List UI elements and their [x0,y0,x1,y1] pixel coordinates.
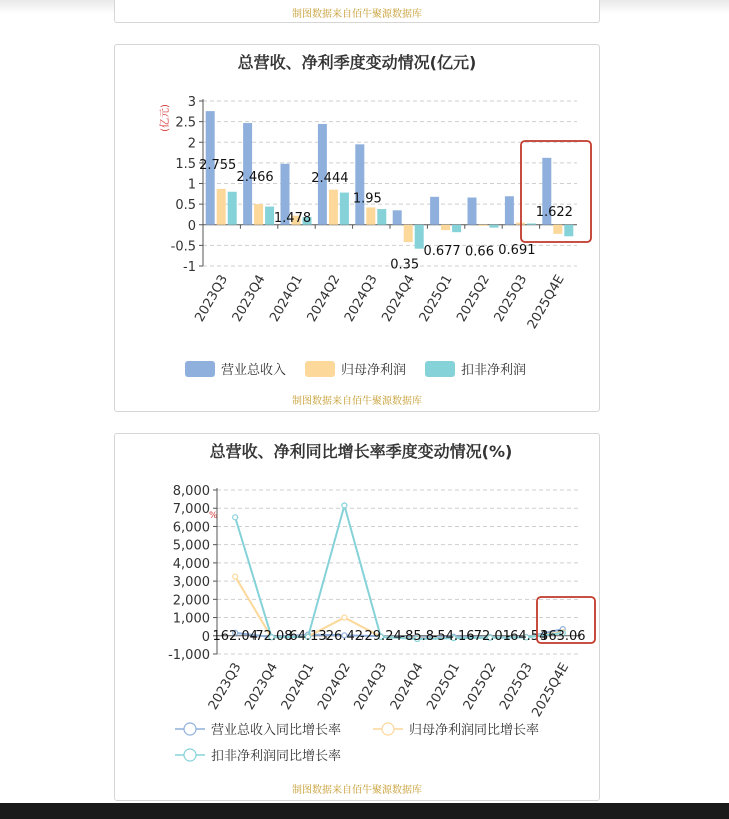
bar-3 [452,225,461,232]
y-tick-label: 1 [187,177,196,193]
data-label: 2.444 [311,170,349,186]
data-label: 2.755 [199,158,237,174]
legend-swatch-1 [185,361,215,377]
bar-2 [329,190,338,225]
y-tick-label: 6,000 [172,520,210,536]
line-chart-card [114,433,600,801]
legend-label-1: 营业总收入同比增长率 [211,723,342,738]
x-tick-label: 2025Q3 [497,660,536,713]
data-label: 0.691 [498,243,536,259]
bottom-bar [0,803,729,819]
data-label: 1.95 [352,191,382,207]
y-tick-label: 0.5 [175,198,196,214]
x-tick-label: 2025Q1 [424,660,464,713]
data-label: 0.66 [465,244,494,260]
y-tick-label: 3,000 [172,575,210,591]
legend-label-1: 营业总收入 [221,363,287,378]
x-tick-label: 2024Q1 [278,660,318,713]
legend-label-2: 归母净利润 [341,363,407,378]
series-point-3 [342,503,347,508]
bar-2 [441,225,450,230]
x-tick-label: 2024Q4 [379,272,419,325]
data-label: -72.01 [469,628,511,644]
bar-3 [564,225,573,237]
legend-swatch-3 [425,361,455,377]
bar-1 [468,198,477,225]
bar-1 [430,197,439,225]
x-tick-label: 2025Q2 [454,272,493,325]
legend-label-3: 扣非净利润 [461,363,527,378]
data-label: 1.478 [273,210,312,226]
bar-2 [404,225,413,242]
bar-2 [553,225,562,234]
y-tick-label: 3 [187,95,196,110]
x-tick-label: 2024Q3 [351,660,391,713]
y-tick-label: 2 [187,136,196,152]
x-tick-label: 2025Q4E [529,660,573,720]
y-tick-label: -1,000 [168,648,210,663]
y-tick-label: 2.5 [175,115,196,131]
legend-label-3: 扣非净利润同比增长率 [211,749,342,764]
data-label: 1.622 [535,204,573,220]
bar-2 [254,204,263,225]
series-point-3 [233,515,238,520]
previous-chart-card [114,0,600,23]
x-tick-label: 2024Q2 [315,660,354,713]
data-label: 2.466 [236,170,274,186]
y-tick-label: 2,000 [172,593,210,609]
data-label: 162.04 [212,628,258,644]
legend-marker-2 [382,723,394,735]
data-label: 0.35 [390,257,420,273]
credit-text: 制图数据来自佰牛聚源数据库 [292,785,422,796]
data-label: -64.54 [505,628,548,644]
y-tick-label: 7,000 [172,502,210,518]
credit-text: 制图数据来自佰牛聚源数据库 [292,396,422,407]
y-tick-label: 4,000 [172,556,210,572]
y-axis-label: % [209,511,218,521]
x-tick-label: 2023Q3 [192,272,232,325]
x-tick-label: 2024Q1 [267,272,306,325]
credit-text: 制图数据来自佰牛聚源数据库 [292,9,422,20]
bar-3 [490,225,499,228]
y-tick-label: 1.5 [175,156,196,172]
data-label: -85.8 [400,628,435,644]
y-axis-label: (亿元) [160,104,171,132]
series-point-2 [233,574,238,579]
data-label: 26.42 [325,628,364,644]
chart-title: 总营收、净利季度变动情况(亿元) [237,53,477,72]
bar-3 [265,207,274,225]
x-tick-label: 2024Q2 [304,272,344,325]
bar-2 [217,189,226,225]
y-tick-label: 0 [187,218,196,234]
data-label: 363.06 [540,628,586,644]
series-line-3 [235,505,563,639]
y-tick-label: -0.5 [170,239,196,255]
bar-3 [377,209,386,225]
bar-chart-card [114,44,600,412]
data-label: -54.16 [432,628,475,644]
data-label: -72.08 [250,628,293,644]
series-point-2 [342,615,347,620]
bar-chart [115,45,599,411]
legend-swatch-2 [305,361,335,377]
bar-3 [228,192,237,225]
x-tick-label: 2025Q1 [416,272,456,325]
bar-3 [527,224,536,225]
bar-3 [340,193,349,225]
chart-title: 总营收、净利同比增长率季度变动情况(%) [209,442,513,461]
data-label: -29.24 [359,628,402,644]
y-tick-label: 0 [201,629,210,645]
bar-3 [415,225,424,249]
line-chart [115,434,599,800]
x-tick-label: 2024Q3 [341,272,381,325]
bar-1 [505,196,514,225]
bar-2 [479,225,488,226]
bar-2 [366,207,375,224]
x-tick-label: 2025Q4E [524,272,568,332]
data-label: 64.13 [289,628,327,644]
legend-marker-1 [184,723,196,735]
y-tick-label: 1,000 [172,611,210,627]
bar-1 [355,144,364,224]
x-tick-label: 2025Q3 [491,272,531,325]
y-tick-label: 8,000 [172,484,210,499]
bar-1 [393,210,402,224]
x-tick-label: 2023Q4 [229,272,269,325]
x-tick-label: 2023Q3 [205,660,245,713]
x-tick-label: 2024Q4 [387,660,427,713]
x-tick-label: 2023Q4 [242,660,282,713]
y-tick-label: -1 [183,260,196,275]
y-tick-label: 5,000 [172,538,210,554]
legend-marker-3 [184,749,196,761]
x-tick-label: 2025Q2 [460,660,500,713]
data-label: 0.677 [423,243,461,259]
legend-label-2: 归母净利润同比增长率 [409,723,540,738]
